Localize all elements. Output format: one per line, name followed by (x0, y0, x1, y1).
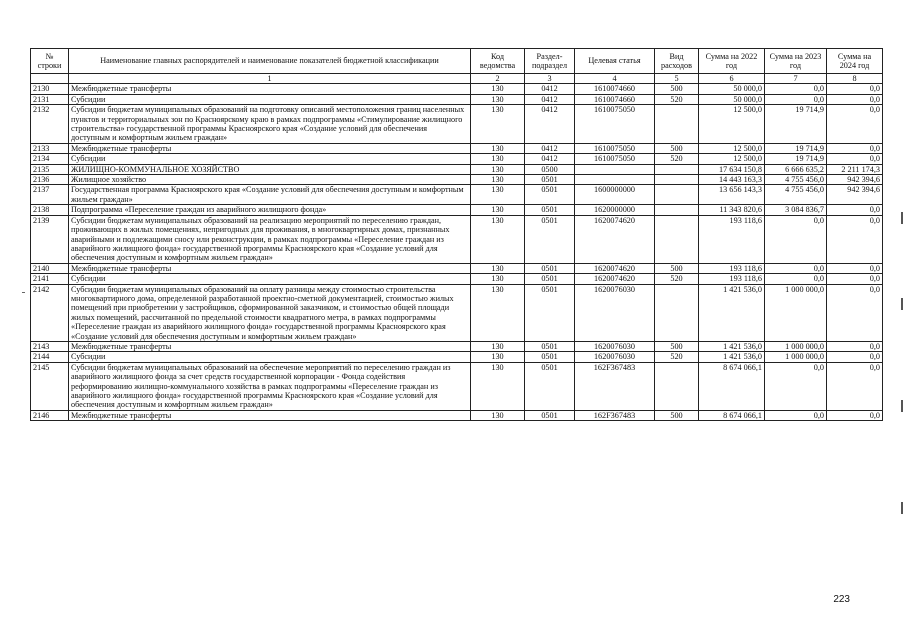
sum-2023: 19 714,9 (765, 143, 827, 153)
table-row (31, 185, 883, 205)
target-code: 1610075050 (575, 143, 655, 153)
table-row (31, 410, 883, 420)
sum-2023: 4 755 456,0 (765, 185, 827, 205)
sum-2024: 0,0 (827, 94, 883, 104)
expense-type: 500 (655, 341, 699, 351)
sum-2023: 0,0 (765, 94, 827, 104)
dept-code: 130 (471, 205, 525, 215)
sum-2024: 0,0 (827, 274, 883, 284)
sum-2022: 1 421 536,0 (699, 284, 765, 341)
row-name: Межбюджетные трансферты (69, 341, 471, 351)
sum-2024: 0,0 (827, 84, 883, 94)
row-name: Субсидии бюджетам муниципальных образований на подготовку описаний местоположения границ населенных пунктов и территориальных зон по Красноярскому краю в рамках подпрограммы «Стимулирование жилищного строительства» государственной программы Красноярского края «Создание условий для обеспечения доступным и комфортным жильем граждан» (69, 105, 471, 144)
table-row (31, 105, 883, 144)
row-number: 2141 (31, 274, 69, 284)
dept-code: 130 (471, 341, 525, 351)
sum-2024: 0,0 (827, 263, 883, 273)
sum-2024: 0,0 (827, 410, 883, 420)
sum-2022: 193 118,6 (699, 274, 765, 284)
dept-code: 130 (471, 263, 525, 273)
target-code: 1620074620 (575, 274, 655, 284)
sum-2023: 0,0 (765, 274, 827, 284)
expense-type (655, 164, 699, 174)
expense-type: 500 (655, 143, 699, 153)
expense-type (655, 175, 699, 185)
header-target: Целевая статья (575, 49, 655, 74)
sum-2022: 17 634 150,8 (699, 164, 765, 174)
sum-2023: 19 714,9 (765, 105, 827, 144)
sum-2024: 942 394,6 (827, 185, 883, 205)
row-name: Межбюджетные трансферты (69, 263, 471, 273)
expense-type: 500 (655, 84, 699, 94)
row-name: Субсидии (69, 94, 471, 104)
sum-2022: 8 674 066,1 (699, 410, 765, 420)
expense-type: 500 (655, 410, 699, 420)
column-number: 5 (655, 74, 699, 84)
table-row (31, 215, 883, 263)
scan-edge-mark (901, 212, 903, 224)
dept-code: 130 (471, 284, 525, 341)
sum-2024: 0,0 (827, 205, 883, 215)
row-number: 2131 (31, 94, 69, 104)
section-code: 0500 (525, 164, 575, 174)
table-row (31, 274, 883, 284)
sum-2024: 0,0 (827, 352, 883, 362)
table-row (31, 341, 883, 351)
sum-2022: 8 674 066,1 (699, 362, 765, 410)
margin-dash (22, 292, 25, 293)
header-name: Наименование главных распорядителей и наименование показателей бюджетной классификации (69, 49, 471, 74)
column-number: 3 (525, 74, 575, 84)
scan-edge-mark (901, 298, 903, 310)
table-row (31, 143, 883, 153)
sum-2024: 0,0 (827, 341, 883, 351)
dept-code: 130 (471, 362, 525, 410)
row-name: Межбюджетные трансферты (69, 84, 471, 94)
section-code: 0501 (525, 263, 575, 273)
sum-2024: 2 211 174,3 (827, 164, 883, 174)
section-code: 0501 (525, 205, 575, 215)
sum-2023: 6 666 635,2 (765, 164, 827, 174)
section-code: 0501 (525, 274, 575, 284)
section-code: 0412 (525, 154, 575, 164)
row-number: 2144 (31, 352, 69, 362)
column-number: 8 (827, 74, 883, 84)
sum-2022: 1 421 536,0 (699, 352, 765, 362)
target-code: 1600000000 (575, 185, 655, 205)
target-code: 1610075050 (575, 105, 655, 144)
column-number: 1 (69, 74, 471, 84)
row-number: 2142 (31, 284, 69, 341)
column-number (31, 74, 69, 84)
row-name: Субсидии бюджетам муниципальных образований на обеспечение мероприятий по переселению граждан из аварийного жилищного фонда за счет средств государственной корпорации - Фонда содействия реформированию жилищно-коммунального хозяйства в рамках подпрограммы «Переселение граждан из аварийного жилищного фонда» государственной программы Красноярского края «Создание условий для обеспечения доступным и комфортным жильем граждан» (69, 362, 471, 410)
header-exp-type: Вид расходов (655, 49, 699, 74)
row-name: Субсидии (69, 352, 471, 362)
target-code: 1620074620 (575, 215, 655, 263)
table-row (31, 362, 883, 410)
section-code: 0501 (525, 362, 575, 410)
row-number: 2137 (31, 185, 69, 205)
header-row (31, 49, 883, 74)
target-code: 1610075050 (575, 154, 655, 164)
sum-2023: 19 714,9 (765, 154, 827, 164)
sum-2022: 14 443 163,3 (699, 175, 765, 185)
target-code: 1620000000 (575, 205, 655, 215)
target-code (575, 164, 655, 174)
sum-2023: 4 755 456,0 (765, 175, 827, 185)
section-code: 0412 (525, 84, 575, 94)
dept-code: 130 (471, 274, 525, 284)
sum-2022: 193 118,6 (699, 215, 765, 263)
sum-2024: 0,0 (827, 215, 883, 263)
row-number: 2133 (31, 143, 69, 153)
table-body (31, 84, 883, 421)
header-sum-2023: Сумма на 2023 год (765, 49, 827, 74)
dept-code: 130 (471, 352, 525, 362)
target-code: 1620076030 (575, 284, 655, 341)
dept-code: 130 (471, 84, 525, 94)
row-number: 2132 (31, 105, 69, 144)
row-name: Субсидии (69, 154, 471, 164)
sum-2022: 1 421 536,0 (699, 341, 765, 351)
column-number: 7 (765, 74, 827, 84)
row-number: 2143 (31, 341, 69, 351)
row-number: 2146 (31, 410, 69, 420)
expense-type (655, 205, 699, 215)
dept-code: 130 (471, 154, 525, 164)
row-name: Субсидии бюджетам муниципальных образований на реализацию мероприятий по переселению граждан, проживающих в жилых помещениях, непригодных для проживания, в многоквартирных домах, признанных аварийными и подлежащими сносу или реконструкции, в рамках подпрограммы «Переселение граждан из аварийного жилищного фонда» государственной программы Красноярского края «Создание условий для обеспечения доступным и комфортным жильем граждан» (69, 215, 471, 263)
row-number: 2138 (31, 205, 69, 215)
sum-2023: 3 084 836,7 (765, 205, 827, 215)
table-row (31, 205, 883, 215)
header-sum-2024: Сумма на 2024 год (827, 49, 883, 74)
expense-type: 520 (655, 94, 699, 104)
section-code: 0412 (525, 105, 575, 144)
sum-2022: 12 500,0 (699, 143, 765, 153)
dept-code: 130 (471, 215, 525, 263)
row-number: 2136 (31, 175, 69, 185)
target-code: 1610074660 (575, 84, 655, 94)
row-number: 2139 (31, 215, 69, 263)
sum-2024: 0,0 (827, 154, 883, 164)
sum-2022: 193 118,6 (699, 263, 765, 273)
sum-2024: 942 394,6 (827, 175, 883, 185)
sum-2023: 1 000 000,0 (765, 284, 827, 341)
dept-code: 130 (471, 94, 525, 104)
section-code: 0501 (525, 215, 575, 263)
column-number: 6 (699, 74, 765, 84)
section-code: 0501 (525, 410, 575, 420)
section-code: 0501 (525, 352, 575, 362)
expense-type: 500 (655, 263, 699, 273)
expense-type: 520 (655, 154, 699, 164)
sum-2022: 50 000,0 (699, 94, 765, 104)
sum-2023: 0,0 (765, 215, 827, 263)
target-code: 162F367483 (575, 410, 655, 420)
sum-2023: 0,0 (765, 263, 827, 273)
sum-2023: 0,0 (765, 84, 827, 94)
header-sum-2022: Сумма на 2022 год (699, 49, 765, 74)
row-number: 2145 (31, 362, 69, 410)
sum-2023: 1 000 000,0 (765, 341, 827, 351)
column-number-row (31, 74, 883, 84)
row-number: 2140 (31, 263, 69, 273)
sum-2024: 0,0 (827, 105, 883, 144)
section-code: 0412 (525, 94, 575, 104)
row-number: 2134 (31, 154, 69, 164)
sum-2022: 13 656 143,3 (699, 185, 765, 205)
target-code: 1620076030 (575, 341, 655, 351)
table-row (31, 352, 883, 362)
row-name: Субсидии (69, 274, 471, 284)
target-code: 1610074660 (575, 94, 655, 104)
header-row-no: № строки (31, 49, 69, 74)
table-row (31, 154, 883, 164)
dept-code: 130 (471, 143, 525, 153)
column-number: 4 (575, 74, 655, 84)
table-row (31, 164, 883, 174)
row-name: Субсидии бюджетам муниципальных образований на оплату разницы между стоимостью строительства многоквартирного дома, определенной разработанной проектно-сметной документацией, стоимостью жилых помещений при приобретении у застройщиков, сформированной заказчиком, и стоимостью общей площади жилых помещений, рассчитанной по предельной стоимости квадратного метра, в рамках подпрограммы «Переселение граждан из аварийного жилищного фонда» государственной программы Красноярского края «Создание условий для обеспечения доступным и комфортным жильем граждан» (69, 284, 471, 341)
section-code: 0501 (525, 341, 575, 351)
section-code: 0501 (525, 284, 575, 341)
table-row (31, 263, 883, 273)
sum-2024: 0,0 (827, 143, 883, 153)
row-name: Межбюджетные трансферты (69, 143, 471, 153)
row-name: Межбюджетные трансферты (69, 410, 471, 420)
expense-type (655, 362, 699, 410)
section-code: 0501 (525, 175, 575, 185)
table-row (31, 284, 883, 341)
column-number: 2 (471, 74, 525, 84)
header-dept-code: Код ведомства (471, 49, 525, 74)
sum-2022: 12 500,0 (699, 105, 765, 144)
target-code (575, 175, 655, 185)
sum-2024: 0,0 (827, 284, 883, 341)
dept-code: 130 (471, 185, 525, 205)
dept-code: 130 (471, 105, 525, 144)
dept-code: 130 (471, 175, 525, 185)
expense-type (655, 284, 699, 341)
row-name: Государственная программа Красноярского края «Создание условий для обеспечения доступным и комфортным жильем граждан» (69, 185, 471, 205)
expense-type (655, 105, 699, 144)
table-row (31, 94, 883, 104)
sum-2022: 50 000,0 (699, 84, 765, 94)
sum-2022: 12 500,0 (699, 154, 765, 164)
target-code: 1620074620 (575, 263, 655, 273)
row-name: Подпрограмма «Переселение граждан из аварийного жилищного фонда» (69, 205, 471, 215)
budget-table (30, 48, 883, 421)
expense-type (655, 185, 699, 205)
row-number: 2130 (31, 84, 69, 94)
dept-code: 130 (471, 410, 525, 420)
sum-2024: 0,0 (827, 362, 883, 410)
row-name: Жилищное хозяйство (69, 175, 471, 185)
section-code: 0501 (525, 185, 575, 205)
scan-edge-mark (901, 400, 903, 412)
table-row (31, 84, 883, 94)
table-row (31, 175, 883, 185)
sum-2023: 1 000 000,0 (765, 352, 827, 362)
scan-edge-mark (901, 502, 903, 514)
page-number: 223 (833, 594, 850, 605)
dept-code: 130 (471, 164, 525, 174)
sum-2023: 0,0 (765, 410, 827, 420)
expense-type: 520 (655, 352, 699, 362)
row-number: 2135 (31, 164, 69, 174)
expense-type: 520 (655, 274, 699, 284)
row-name: ЖИЛИЩНО-КОММУНАЛЬНОЕ ХОЗЯЙСТВО (69, 164, 471, 174)
sum-2022: 11 343 820,6 (699, 205, 765, 215)
expense-type (655, 215, 699, 263)
header-section: Раздел-подраздел (525, 49, 575, 74)
target-code: 162F367483 (575, 362, 655, 410)
sum-2023: 0,0 (765, 362, 827, 410)
target-code: 1620076030 (575, 352, 655, 362)
section-code: 0412 (525, 143, 575, 153)
